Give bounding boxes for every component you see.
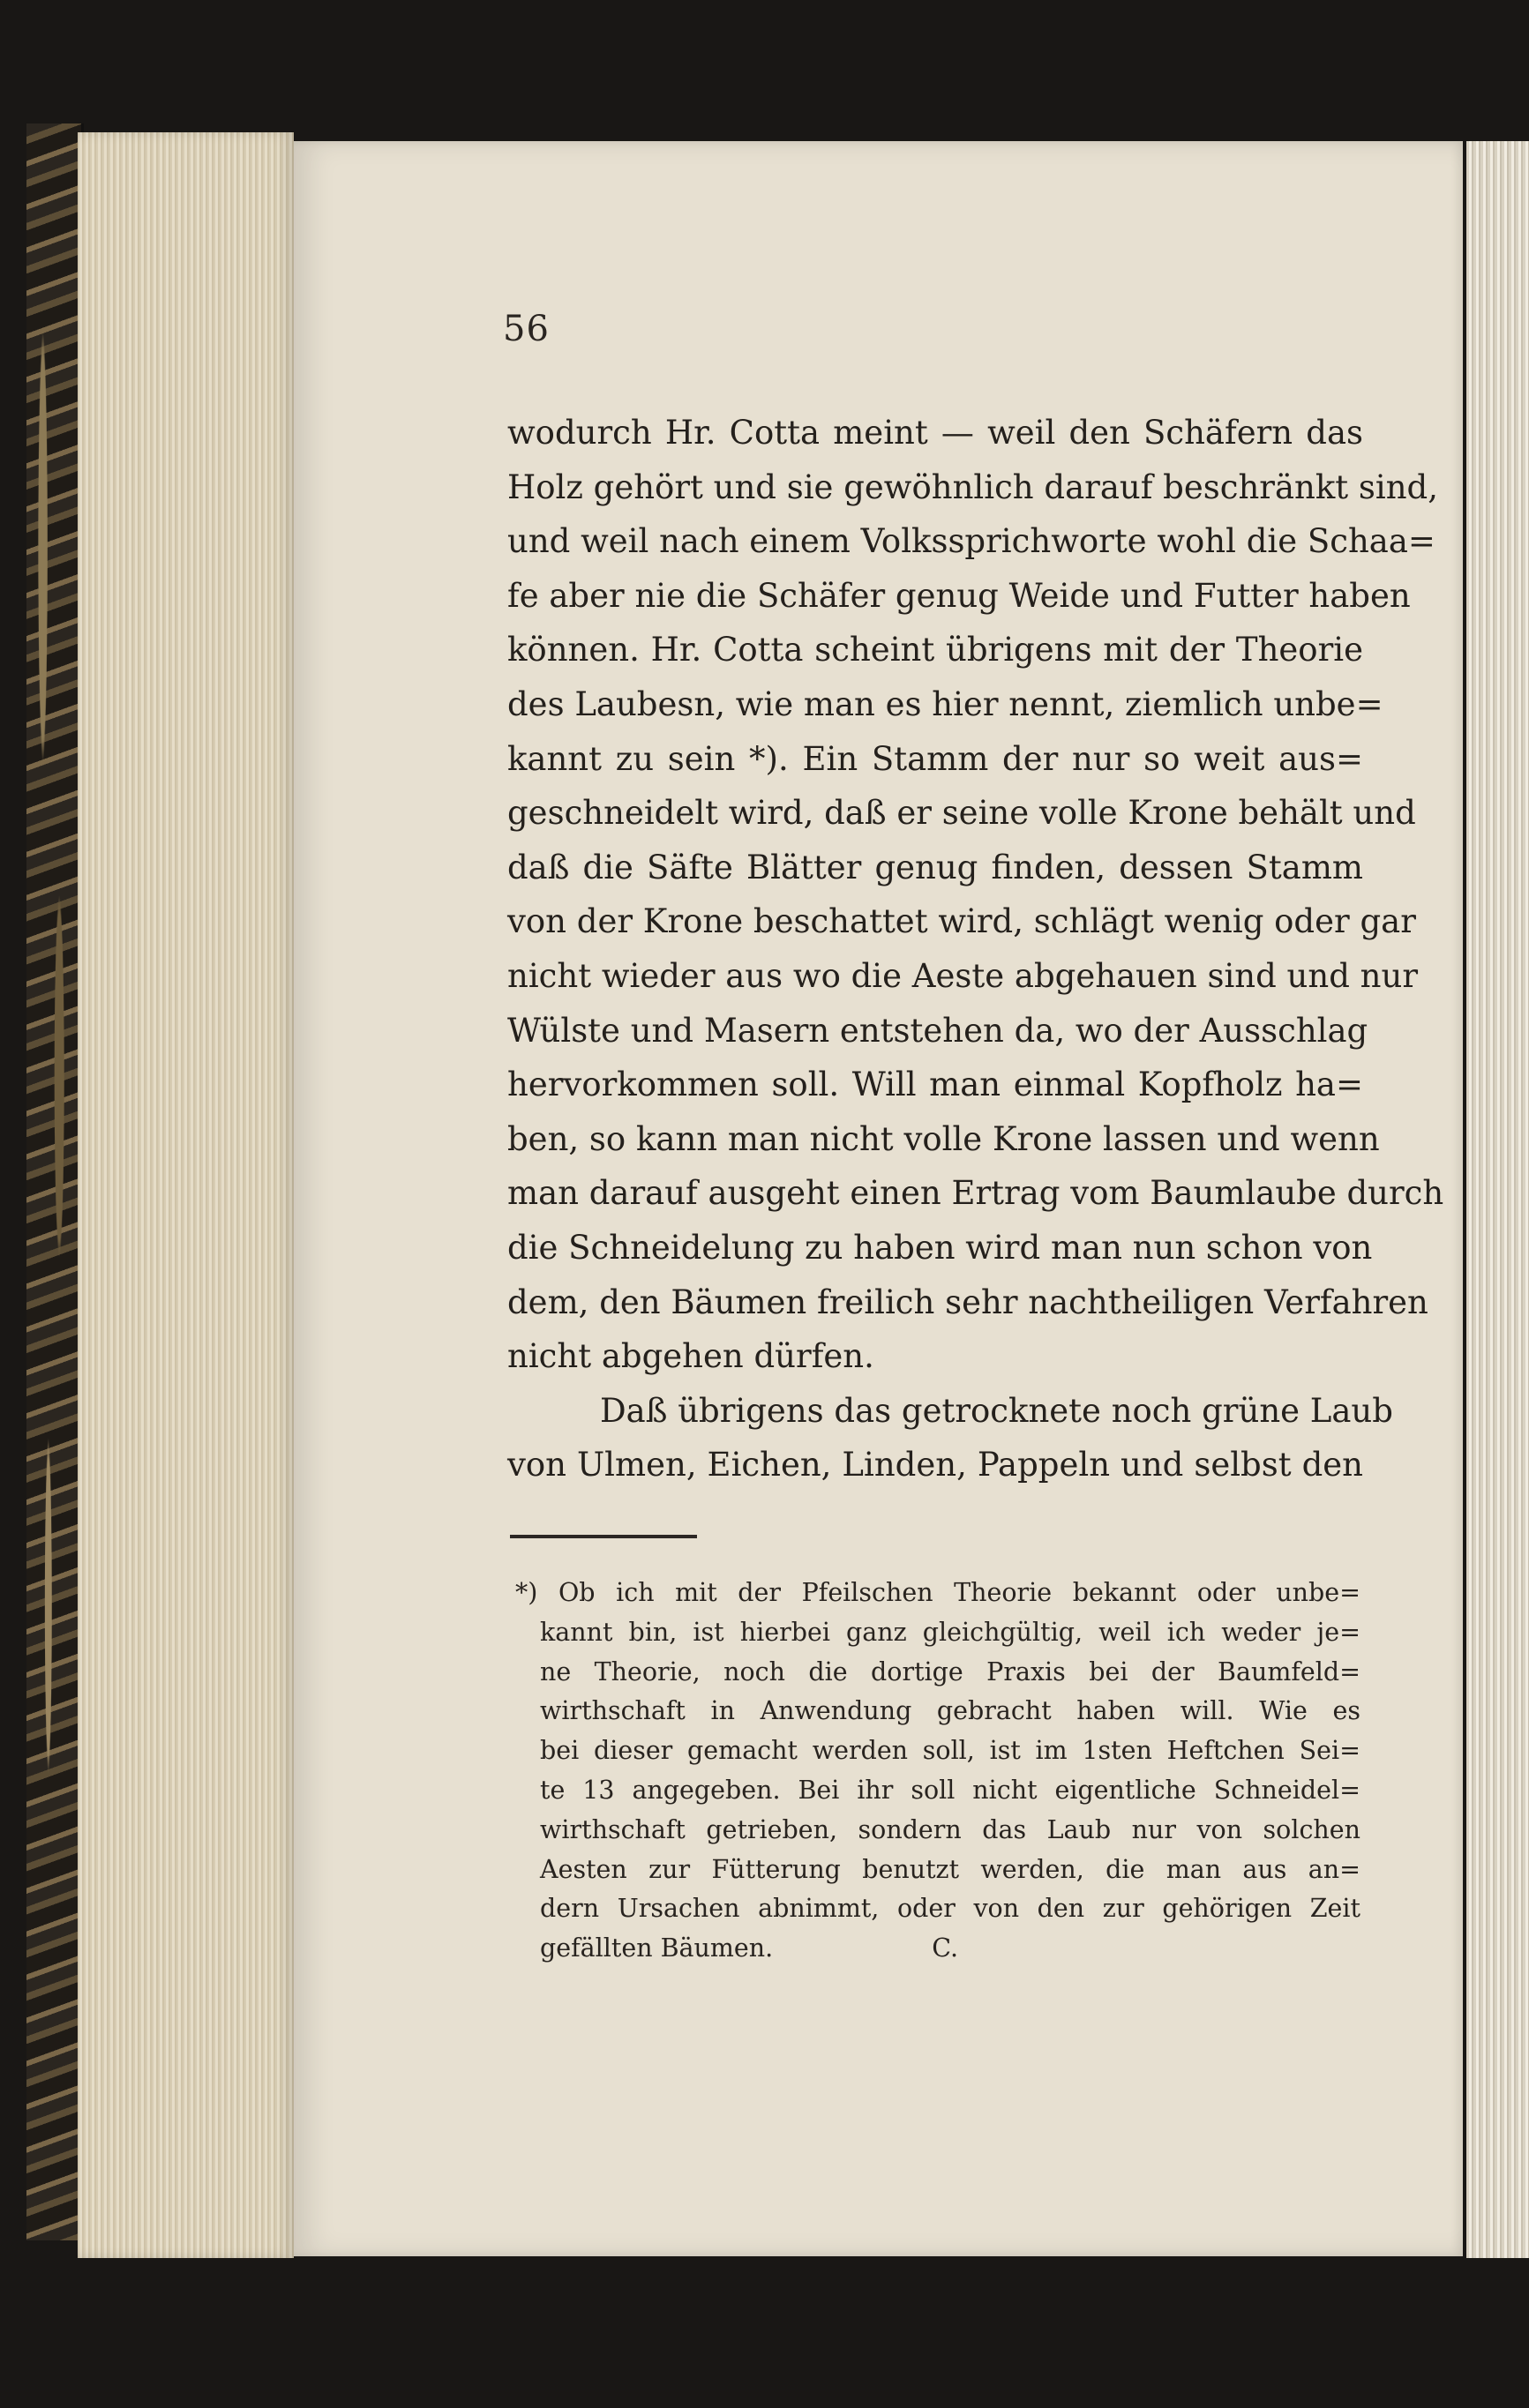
page-edge-left <box>78 132 294 2258</box>
marbled-cover <box>26 123 84 2240</box>
footnote-line: dern Ursachen abnimmt, oder von den zur gehörigen Zeit <box>540 1894 1360 1924</box>
footnote-line: kannt bin, ist hierbei ganz gleichgültig, weil ich weder je= <box>540 1617 1360 1647</box>
footnote-signature: C. <box>932 1933 959 1963</box>
text-line: fe aber nie die Schäfer genug Weide und Futter haben <box>507 576 1411 615</box>
footnote-line: wirthschaft in Anwendung gebracht haben will. Wie es <box>540 1696 1360 1726</box>
footnote-line: ne Theorie, noch die dortige Praxis bei der Baumfeld= <box>540 1656 1360 1686</box>
text-line: und weil nach einem Volkssprichworte wohl die Schaa= <box>507 522 1435 561</box>
text-line: Holz gehört und sie gewöhnlich darauf beschränkt sind, <box>507 467 1439 506</box>
footnote-line: wirthschaft getrieben, sondern das Laub nur von solchen <box>540 1814 1360 1844</box>
page-number: 56 <box>503 309 550 349</box>
text-line: von der Krone beschattet wird, schlägt wenig oder gar <box>507 902 1416 941</box>
text-line: geschneidelt wird, daß er seine volle Krone behält und <box>507 794 1416 833</box>
page-edge-right <box>1466 141 1529 2258</box>
paragraph-start-line: Daß übrigens das getrocknete noch grüne Laub <box>600 1391 1393 1430</box>
text-line: man darauf ausgeht einen Ertrag vom Baumlaube durch <box>507 1174 1444 1213</box>
text-line: ben, so kann man nicht volle Krone lassen und wenn <box>507 1119 1380 1158</box>
text-line: kannt zu sein *). Ein Stamm der nur so weit aus= <box>507 739 1363 778</box>
text-line: nicht abgehen dürfen. <box>507 1337 874 1376</box>
text-line: des Laubesn, wie man es hier nennt, ziemlich unbe= <box>507 684 1383 723</box>
footnote-line: Aesten zur Fütterung benutzt werden, die man aus an= <box>540 1854 1360 1884</box>
text-line: von Ulmen, Eichen, Linden, Pappeln und selbst den <box>507 1446 1363 1484</box>
main-text <box>507 406 1444 1492</box>
text-line: dem, den Bäumen freilich sehr nachtheiligen Verfahren <box>507 1283 1428 1321</box>
footnote-last-text: gefällten Bäumen. <box>540 1933 774 1963</box>
footnote-line: te 13 angegeben. Bei ihr soll nicht eigentliche Schneidel= <box>540 1775 1360 1805</box>
text-line: nicht wieder aus wo die Aeste abgehauen sind und nur <box>507 956 1419 995</box>
text-line: wodurch Hr. Cotta meint — weil den Schäfern das <box>507 414 1363 452</box>
text-line: daß die Säfte Blätter genug finden, dessen Stamm <box>507 848 1363 886</box>
text-line: die Schneidelung zu haben wird man nun schon von <box>507 1228 1373 1267</box>
footnote-rule <box>510 1535 697 1538</box>
footnote-line: bei dieser gemacht werden soll, ist im 1sten Heftchen Sei= <box>540 1736 1360 1766</box>
text-line: Wülste und Masern entstehen da, wo der Ausschlag <box>507 1011 1368 1050</box>
text-line: hervorkommen soll. Will man einmal Kopfholz ha= <box>507 1066 1363 1104</box>
footnote-line: *) Ob ich mit der Pfeilschen Theorie bekannt oder unbe= <box>515 1578 1360 1607</box>
footnote-last-line <box>540 1929 1360 1969</box>
footnote <box>515 1574 1360 1969</box>
text-line: können. Hr. Cotta scheint übrigens mit der Theorie <box>507 631 1363 669</box>
